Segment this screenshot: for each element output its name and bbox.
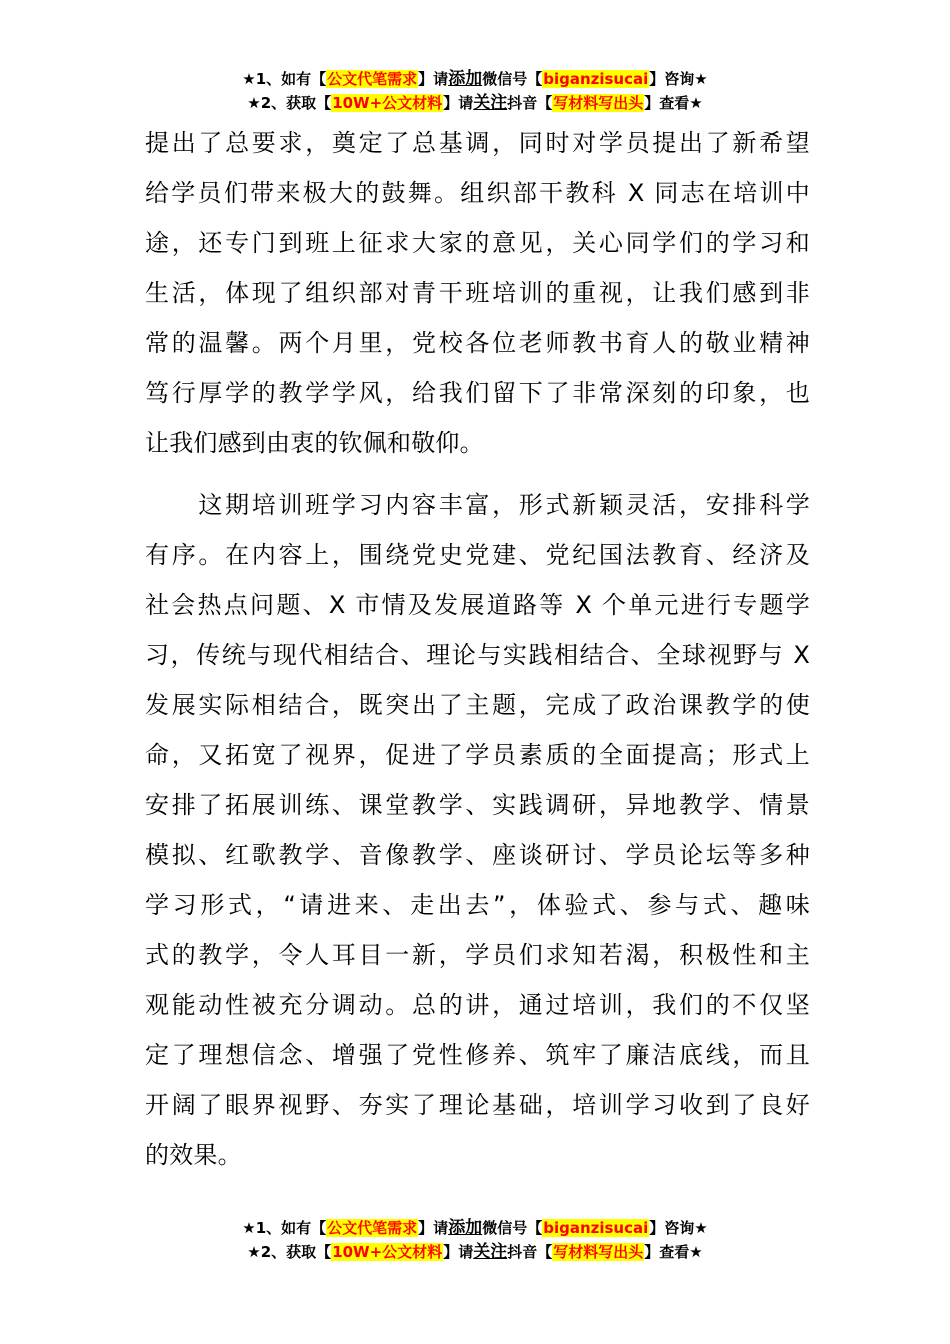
banner-text: 】咨询★ <box>649 1219 708 1237</box>
banner-text: ★2、获取【 <box>247 94 332 112</box>
banner-text: 抖音【 <box>507 94 553 112</box>
text-line: 命，又拓宽了视界，促进了学员素质的全面提高；形式上 <box>145 741 810 769</box>
text-line: 途，还专门到班上征求大家的意见，关心同学们的学习和 <box>145 229 810 257</box>
text-line: 提出了总要求，奠定了总基调，同时对学员提出了新希望 <box>145 129 810 157</box>
text-line: 笃行厚学的教学学风，给我们留下了非常深刻的印象，也 <box>145 379 810 407</box>
banner-emphasis: 关注 <box>473 1242 508 1262</box>
highlight-wechat-id: biganzisucai <box>543 1219 649 1237</box>
banner-emphasis: 关注 <box>473 93 508 113</box>
text-line: 习，传统与现代相结合、理论与实践相结合、全球视野与 X <box>145 641 810 669</box>
text-line: 的效果。 <box>145 1141 242 1169</box>
banner-text: 微信号【 <box>482 1219 543 1237</box>
highlight-douyin: 写材料写出头 <box>553 94 644 112</box>
banner-line-2 <box>0 1240 950 1264</box>
banner-text: 抖音【 <box>507 1243 553 1261</box>
text-line: 模拟、红歌教学、音像教学、座谈研讨、学员论坛等多种 <box>145 841 810 869</box>
banner-text: ★1、如有【 <box>242 1219 327 1237</box>
text-line: 开阔了眼界视野、夯实了理论基础，培训学习收到了良好 <box>145 1091 810 1119</box>
text-line: 发展实际相结合，既突出了主题，完成了政治课教学的使 <box>145 691 810 719</box>
banner-line-1 <box>0 67 950 91</box>
text-line: 这期培训班学习内容丰富，形式新颖灵活，安排科学 <box>145 491 810 519</box>
banner-text: ★1、如有【 <box>242 70 327 88</box>
paragraph-2 <box>145 480 810 1180</box>
text-line: 式的教学，令人耳目一新，学员们求知若渴，积极性和主 <box>145 941 810 969</box>
text-line: 给学员们带来极大的鼓舞。组织部干教科 X 同志在培训中 <box>145 179 810 207</box>
text-line: 常的温馨。两个月里，党校各位老师教书育人的敬业精神 <box>145 329 810 357</box>
text-line: 学习形式，“请进来、走出去”，体验式、参与式、趣味 <box>145 891 810 919</box>
banner-text: 微信号【 <box>482 70 543 88</box>
banner-emphasis: 添加 <box>448 69 483 89</box>
highlight-service: 公文代笔需求 <box>327 1219 418 1237</box>
paragraph-1 <box>145 118 810 468</box>
highlight-materials: 10W+公文材料 <box>332 94 443 112</box>
banner-line-1 <box>0 1216 950 1240</box>
banner-text: 】查看★ <box>644 1243 703 1261</box>
banner-text: 】请 <box>418 70 449 88</box>
header-banner <box>0 67 950 115</box>
banner-text: 】请 <box>443 94 474 112</box>
banner-text: 】咨询★ <box>649 70 708 88</box>
footer-banner <box>0 1216 950 1264</box>
text-line: 社会热点问题、X 市情及发展道路等 X 个单元进行专题学 <box>145 591 810 619</box>
highlight-douyin: 写材料写出头 <box>553 1243 644 1261</box>
text-line: 有序。在内容上，围绕党史党建、党纪国法教育、经济及 <box>145 541 810 569</box>
banner-text: 】查看★ <box>644 94 703 112</box>
highlight-materials: 10W+公文材料 <box>332 1243 443 1261</box>
banner-emphasis: 添加 <box>448 1218 483 1238</box>
banner-line-2 <box>0 91 950 115</box>
banner-text: ★2、获取【 <box>247 1243 332 1261</box>
text-line: 安排了拓展训练、课堂教学、实践调研，异地教学、情景 <box>145 791 810 819</box>
text-line: 定了理想信念、增强了党性修养、筑牢了廉洁底线，而且 <box>145 1041 810 1069</box>
text-line: 生活，体现了组织部对青干班培训的重视，让我们感到非 <box>145 279 810 307</box>
text-line: 观能动性被充分调动。总的讲，通过培训，我们的不仅坚 <box>145 991 810 1019</box>
highlight-wechat-id: biganzisucai <box>543 70 649 88</box>
highlight-service: 公文代笔需求 <box>327 70 418 88</box>
banner-text: 】请 <box>443 1243 474 1261</box>
banner-text: 】请 <box>418 1219 449 1237</box>
text-line: 让我们感到由衷的钦佩和敬仰。 <box>145 429 484 457</box>
